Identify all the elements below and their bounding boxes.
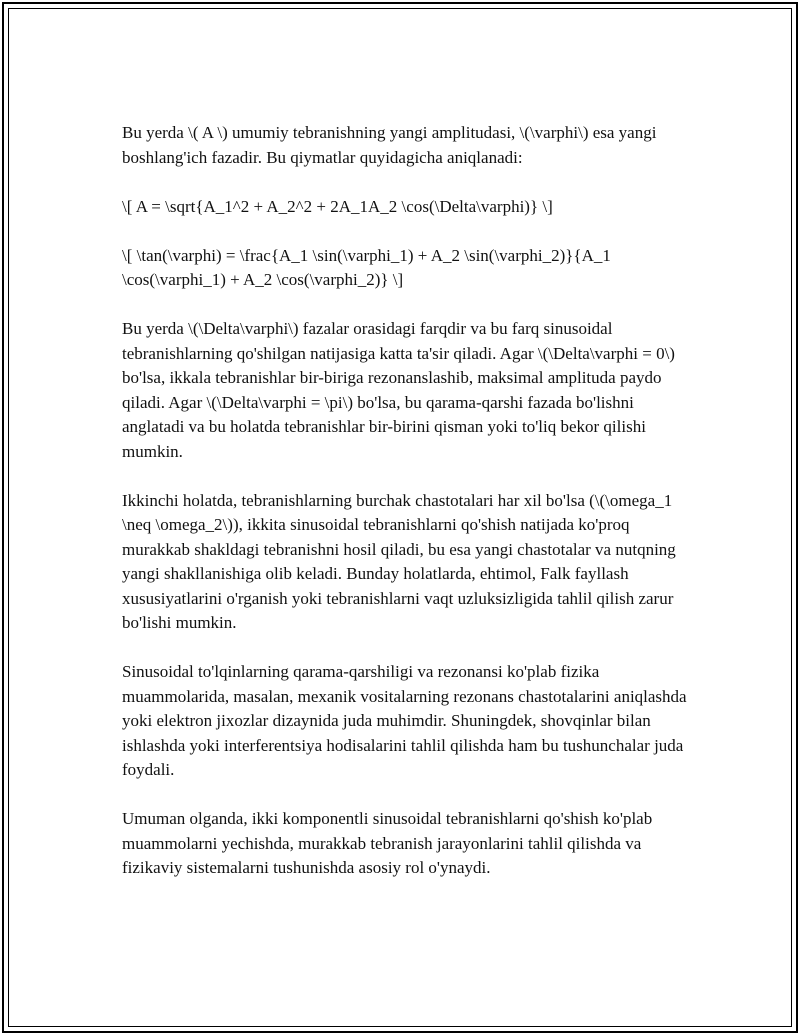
document-page <box>2 2 798 1033</box>
paragraph-conclusion: Umuman olganda, ikki komponentli sinusoidal tebranishlarni qo'shish ko'plab muammolarni yechishda, murakkab tebranish jarayonlarini tahlil qilishda va fizikaviy sistemalarni tushunishda asosiy rol o'ynaydi. <box>122 809 653 877</box>
formula-amplitude: \[ A = \sqrt{A_1^2 + A_2^2 + 2A_1A_2 \cos(\Delta\varphi)} \] <box>122 196 553 216</box>
paragraph-amplitude-intro: Bu yerda \( A \) umumiy tebranishning yangi amplitudasi, \(\varphi\) esa yangi boshlang'ich fazadir. Bu qiymatlar quyidagicha aniqlanadi: <box>122 123 657 167</box>
paragraph-different-frequencies: Ikkinchi holatda, tebranishlarning burchak chastotalari har xil bo'lsa (\(\omega_1 \neq \omega_2\)), ikkita sinusoidal tebranishlarni qo'shish natijada ko'proq murakkab shakldagi tebranishni hosil qiladi, bu esa yangi chastotalar va nutqning yangi shakllanishiga olib keladi. Bunday holatlarda, ehtimol, Falk fayllash xususiyatlarini o'rganish yoki tebranishlarni vaqt uzluksizligida tahlil qilish zarur bo'lishi mumkin. <box>122 490 676 632</box>
paragraph-resonance-applications: Sinusoidal to'lqinlarning qarama-qarshiligi va rezonansi ko'plab fizika muammolarida, masalan, mexanik vositalarning rezonans chastotalarini aniqlashda yoki elektron jixozlar dizaynida juda muhimdir. Shuningdek, shovqinlar bilan ishlashda yoki interferentsiya hodisalarini tahlil qilishda ham bu tushunchalar juda foydali. <box>122 662 687 779</box>
formula-phase: \[ \tan(\varphi) = \frac{A_1 \sin(\varphi_1) + A_2 \sin(\varphi_2)}{A_1 \cos(\varphi_1) + A_2 \cos(\varphi_2)} \] <box>122 245 611 289</box>
document-body <box>122 121 688 905</box>
paragraph-phase-difference: Bu yerda \(\Delta\varphi\) fazalar orasidagi farqdir va bu farq sinusoidal tebranishlarning qo'shilgan natijasiga katta ta'sir qiladi. Agar \(\Delta\varphi = 0\) bo'lsa, ikkala tebranishlar bir-biriga rezonanslashib, maksimal amplituda paydo qiladi. Agar \(\Delta\varphi = \pi\) bo'lsa, bu qarama-qarshi fazada bo'lishni anglatadi va bu holatda tebranishlar bir-birini qisman yoki to'liq bekor qilishi mumkin. <box>122 319 675 461</box>
